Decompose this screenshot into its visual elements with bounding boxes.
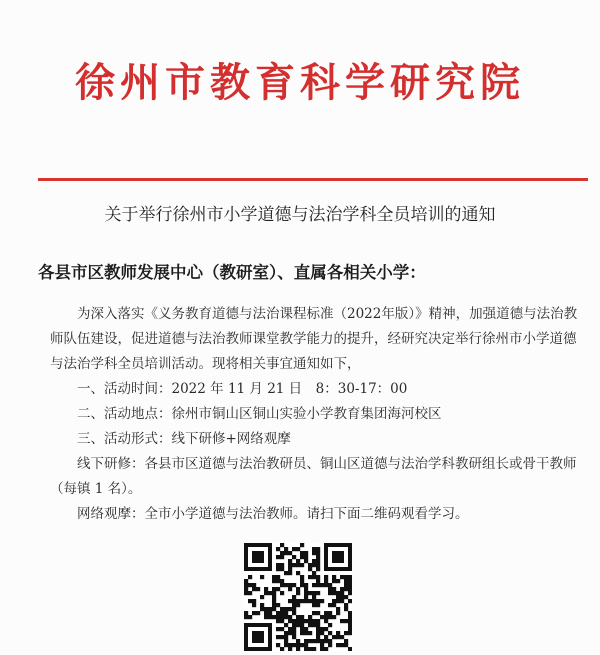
item-location: 二、活动地点：徐州市铜山区铜山实验小学教育集团海河校区 — [77, 406, 442, 422]
organization-header: 徐州市教育科学研究院 — [75, 60, 525, 106]
document-title: 关于举行徐州市小学道德与法治学科全员培训的通知 — [104, 205, 496, 225]
red-divider-rule — [38, 178, 588, 181]
offline-training-paragraph: 线下研修：各县市区道德与法治教研员、铜山区道德与法治学科教研组长或骨干教师（每镇 1 名）。 — [50, 456, 577, 497]
qr-code-graphic — [244, 543, 352, 651]
document-body — [50, 302, 580, 527]
qr-code[interactable] — [244, 543, 352, 651]
item-format: 三、活动形式：线下研修+网络观摩 — [77, 431, 291, 447]
online-viewing-paragraph: 网络观摩：全市小学道德与法治教师。请扫下面二维码观看学习。 — [77, 506, 469, 522]
intro-paragraph: 为深入落实《义务教育道德与法治课程标准（2022年版）》精神，加强道德与法治教师队伍建设，促进道德与法治教师课堂教学能力的提升，经研究决定举行徐州市小学道德与法治学科全员培训活动。现将相关事宜通知如下， — [50, 306, 578, 372]
item-time: 一、活动时间：2022 年 11 月 21 日 8：30-17：00 — [77, 381, 408, 397]
salutation: 各县市区教师发展中心（教研室）、直属各相关小学： — [38, 263, 426, 282]
